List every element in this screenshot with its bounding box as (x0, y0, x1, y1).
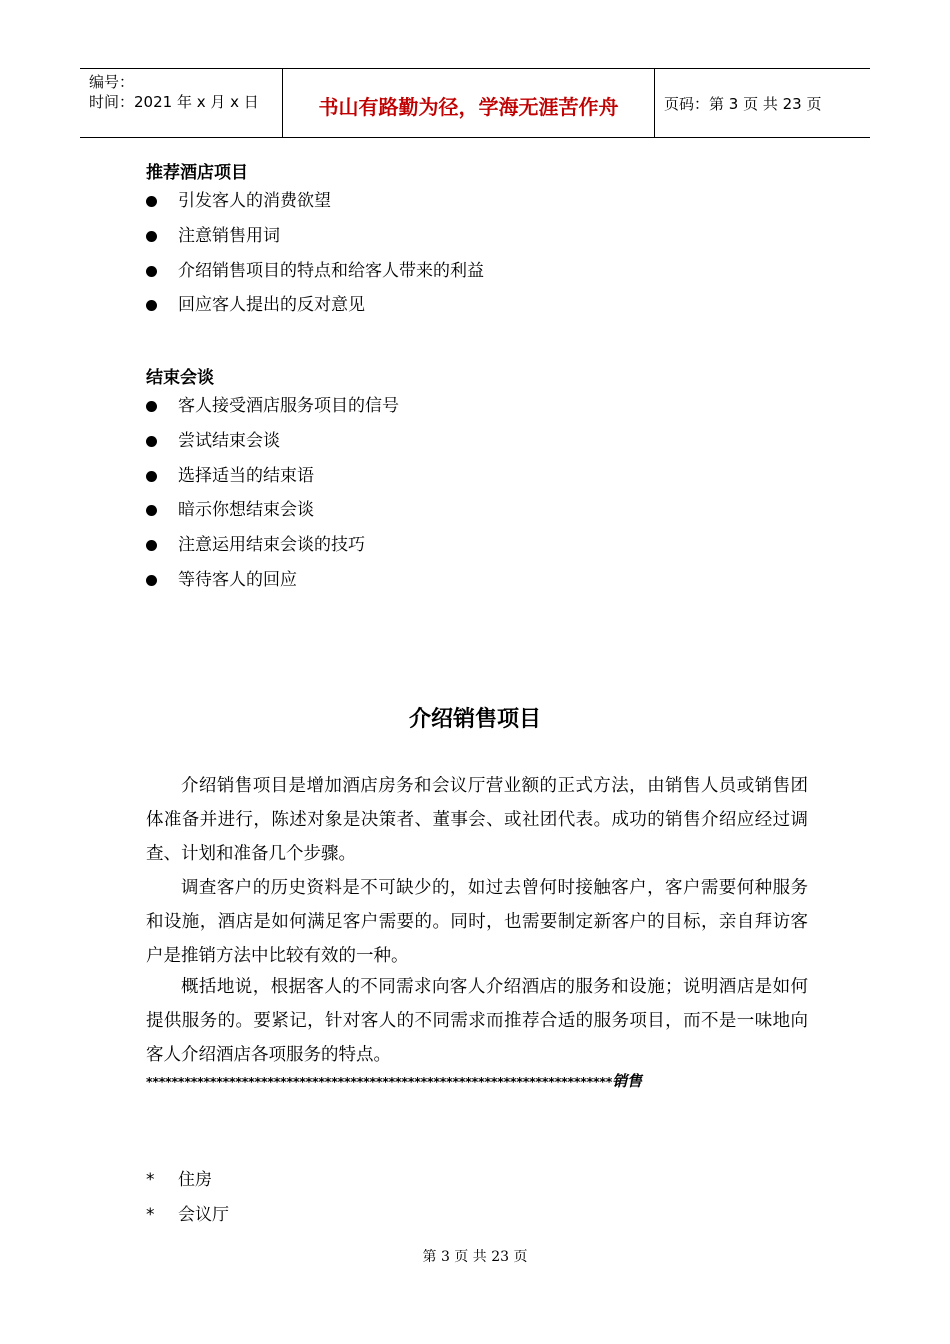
closing-list (146, 389, 399, 598)
section-title-recommend: 推荐酒店项目 (146, 163, 248, 183)
recommend-list (146, 184, 484, 323)
list-item (146, 459, 399, 494)
list-item (146, 424, 399, 459)
asterisk-icon: * (146, 1170, 155, 1190)
list-item-text: 选择适当的结束语 (178, 465, 314, 486)
separator-tag: 销售 (612, 1072, 642, 1090)
list-item-text: 尝试结束会谈 (178, 430, 280, 451)
list-item-text: 介绍销售项目的特点和给客人带来的利益 (178, 260, 484, 281)
bullet-icon (146, 471, 157, 482)
list-item (146, 288, 484, 323)
bullet-icon (146, 196, 157, 207)
bullet-icon (146, 231, 157, 242)
list-item (146, 493, 399, 528)
list-item (146, 184, 484, 219)
paragraph-2: 调查客户的历史资料是不可缺少的，如过去曾何时接触客户，客户需要何种服务和设施，酒店是如何满足客户需要的。同时，也需要制定新客户的目标，亲自拜访客户是推销方法中比较有效的一种。 (146, 878, 808, 966)
number-label: 编号： (89, 73, 135, 91)
list-item-text: 等待客人的回应 (178, 569, 297, 590)
bullet-icon (146, 300, 157, 311)
asterisk-icon: * (146, 1204, 155, 1225)
list-item-text: 引发客人的消费欲望 (178, 191, 331, 211)
header-info-cell (80, 69, 283, 137)
star-list (146, 1163, 229, 1233)
list-item (146, 528, 399, 563)
time-label: 时间：2021 年 x 月 x 日 (89, 93, 259, 111)
list-item (146, 389, 399, 424)
motto-text: 书山有路勤为径，学海无涯苦作舟 (318, 95, 619, 119)
header-page-cell (655, 69, 870, 137)
list-item (146, 1198, 229, 1233)
list-item (146, 563, 399, 598)
list-item (146, 1163, 229, 1198)
bullet-icon (146, 436, 157, 447)
list-item-text: 客人接受酒店服务项目的信号 (178, 396, 399, 416)
list-item-text: 会议厅 (178, 1204, 229, 1225)
main-heading: 介绍销售项目 (408, 707, 541, 732)
list-item (146, 219, 484, 254)
bullet-icon (146, 266, 157, 277)
header-motto-cell (283, 69, 655, 137)
list-item-text: 暗示你想结束会谈 (178, 500, 314, 521)
section-title-closing: 结束会谈 (146, 368, 214, 388)
bullet-icon (146, 540, 157, 551)
list-item-text: 回应客人提出的反对意见 (178, 295, 365, 316)
bullet-icon (146, 505, 157, 516)
paragraph-3: 概括地说，根据客人的不同需求向客人介绍酒店的服务和设施；说明酒店是如何提供服务的。要紧记，针对客人的不同需求而推荐合适的服务项目，而不是一味地向客人介绍酒店各项服务的特点。 (146, 977, 808, 1065)
page-footer: 第 3 页 共 23 页 (422, 1249, 528, 1265)
page-label: 页码：第 3 页 共 23 页 (664, 95, 822, 113)
paragraph-1: 介绍销售项目是增加酒店房务和会议厅营业额的正式方法，由销售人员或销售团体准备并进行，陈述对象是决策者、董事会、或社团代表。成功的销售介绍应经过调查、计划和准备几个步骤。 (146, 776, 808, 864)
page-header (80, 68, 870, 138)
list-item-text: 注意销售用词 (178, 225, 280, 246)
bullet-icon (146, 575, 157, 586)
list-item-text: 住房 (178, 1170, 212, 1190)
bullet-icon (146, 401, 157, 412)
list-item (146, 254, 484, 289)
separator-stars: ************************************************************************* (146, 1074, 613, 1089)
list-item-text: 注意运用结束会谈的技巧 (178, 535, 365, 556)
separator-line (146, 1070, 642, 1091)
